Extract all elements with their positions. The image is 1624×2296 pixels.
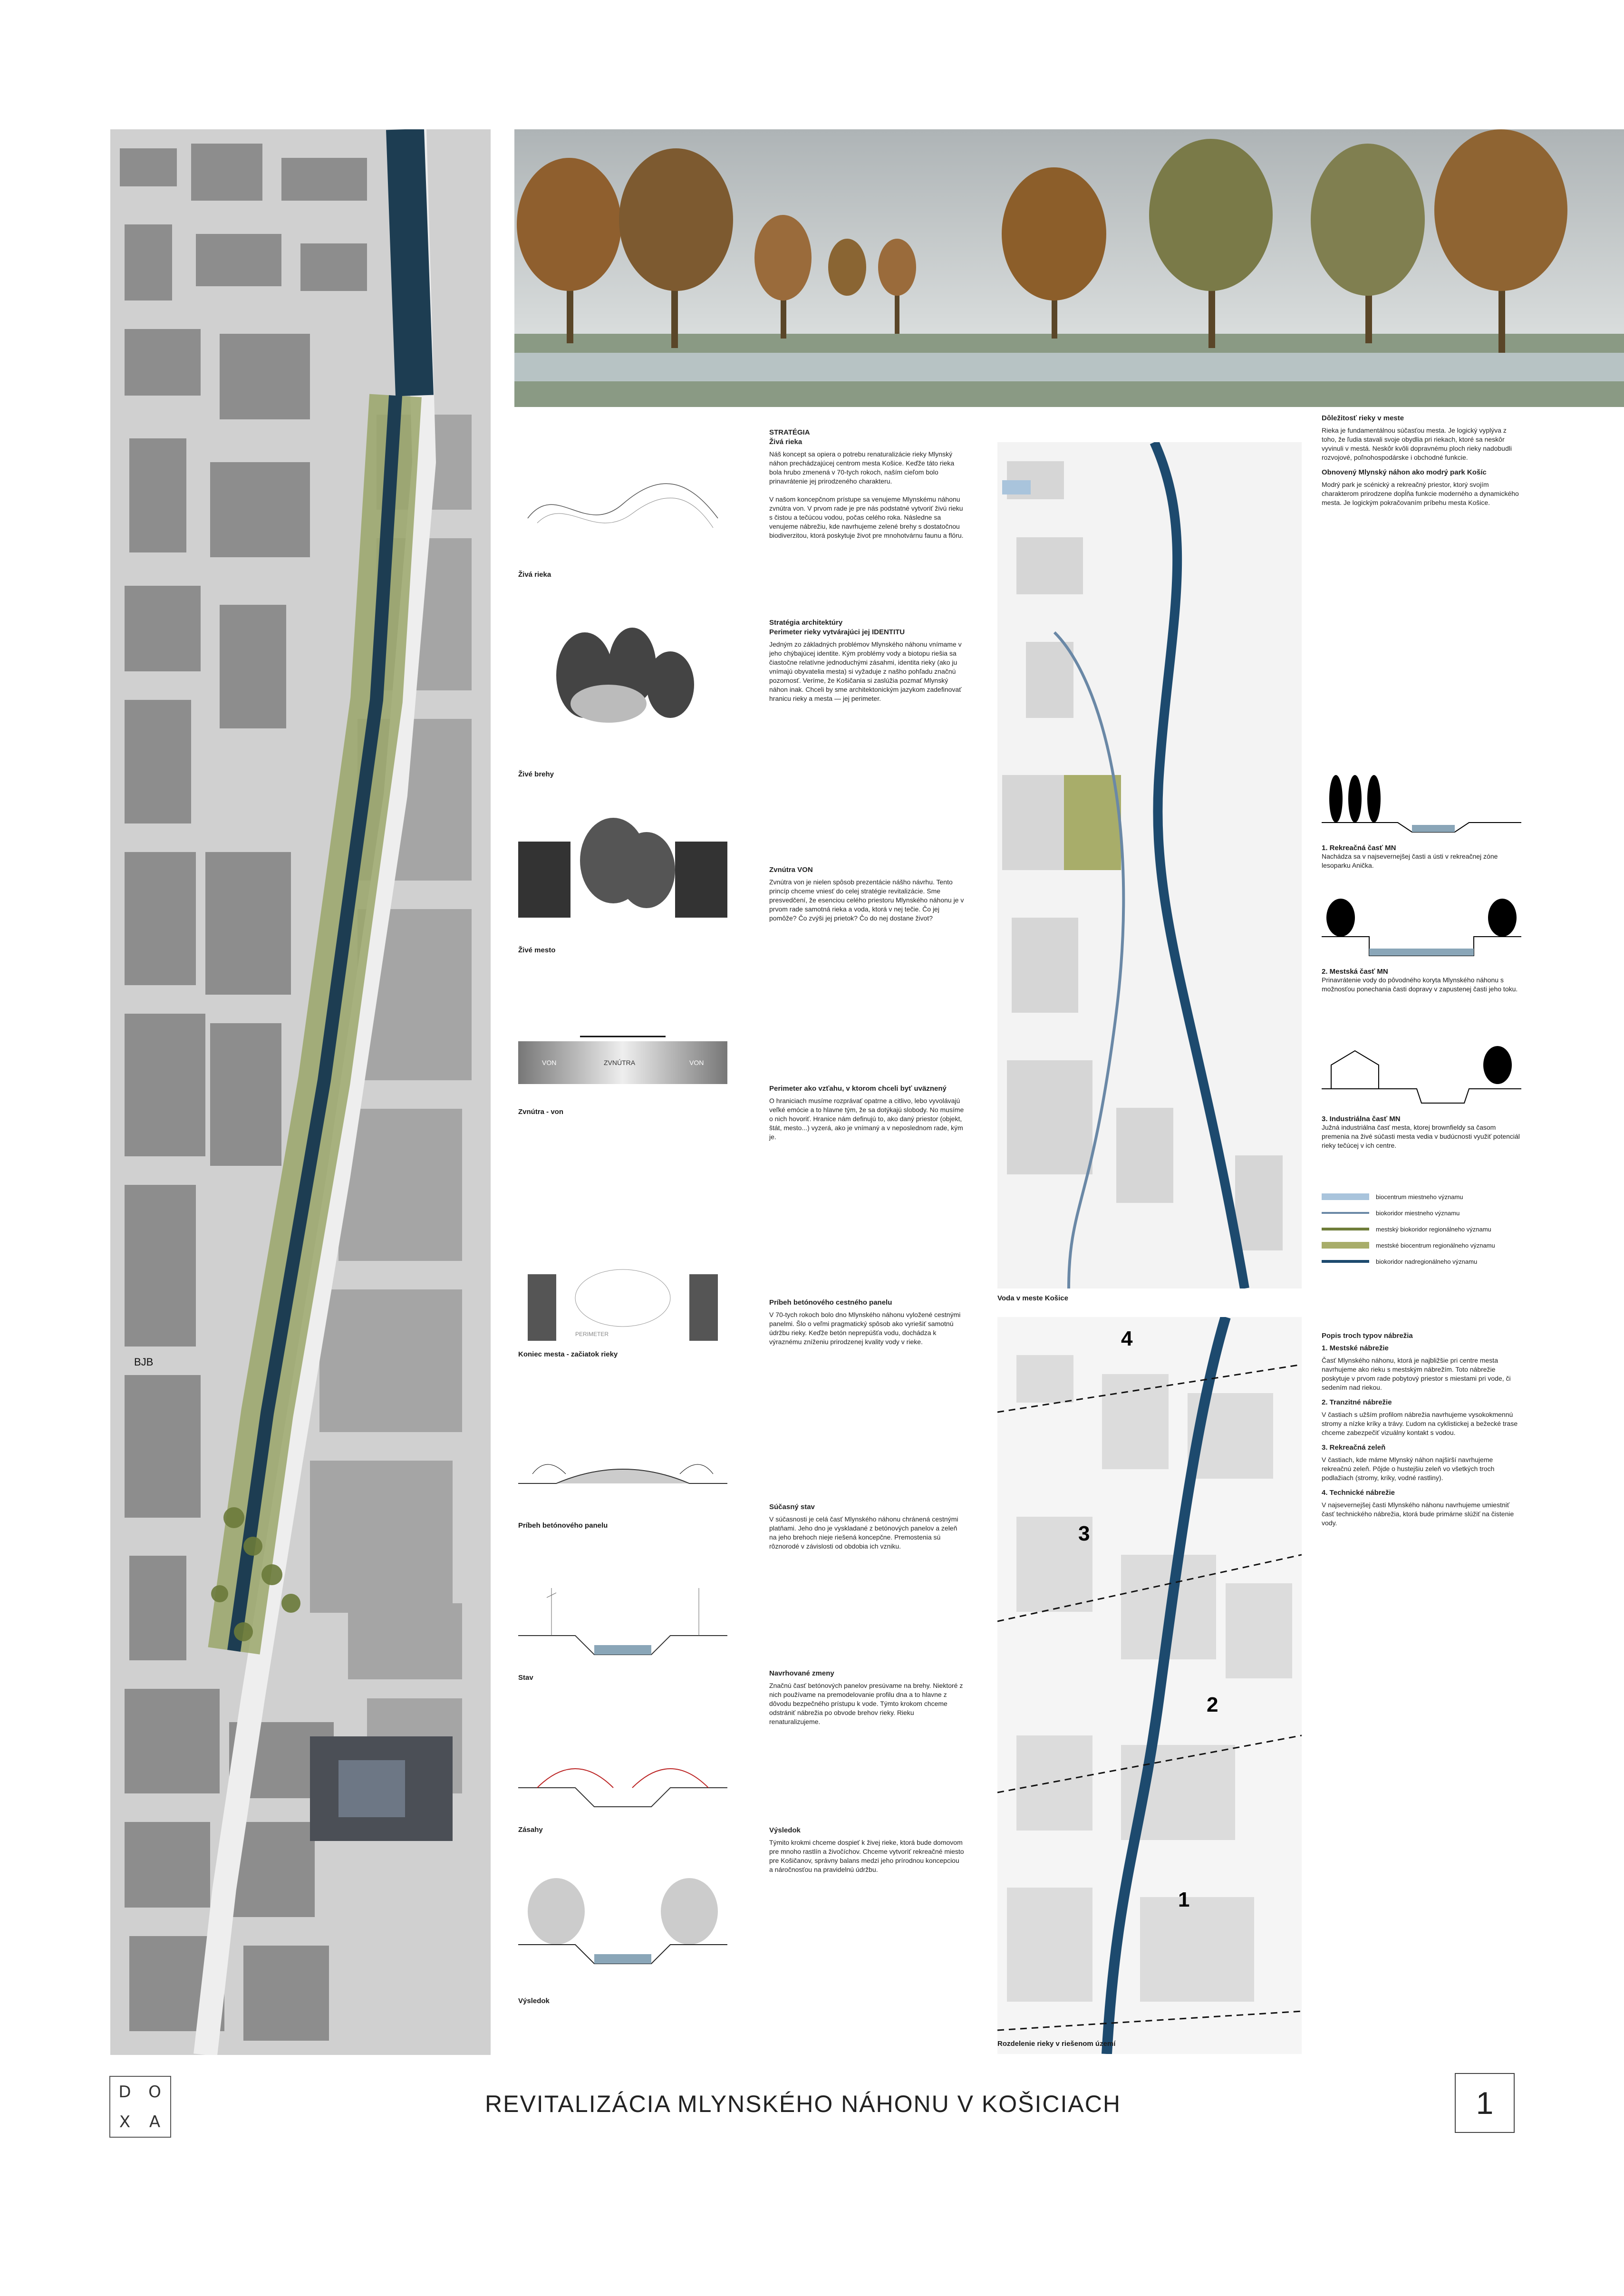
bjb-label: BJB <box>134 1356 154 1368</box>
map-caption-bottom: Rozdelenie rieky v riešenom území <box>997 2040 1116 2048</box>
legend-label: biokoridor miestneho významu <box>1376 1209 1460 1217</box>
illustration-zive-brehy <box>518 623 727 746</box>
strategy-row <box>518 808 965 1008</box>
embankment-types-text <box>1322 1331 1521 1533</box>
logo-letter: O <box>148 2082 162 2102</box>
illustration-zvnutra-von <box>518 1027 727 1094</box>
strategy-paragraph: Zvnútra von je nielen spôsob prezentácie nášho návrhu. Tento princíp chceme vniesť do celej stratégie revitalizácie. Sme presvedčení, že esenciou celého priestoru Mlynského náhonu je v prvom rade samotná rieka a voda, ktorá v nej tečie. Čo jej pomôže? Čo zvýši jej prietok? Čo do nej dostane život? <box>769 878 964 922</box>
logo-letter: X <box>119 2112 132 2131</box>
illustration-vysledok <box>518 1873 727 1978</box>
strategy-heading: Zvnútra VON <box>769 866 813 874</box>
illus-caption: Stav <box>518 1674 533 1682</box>
legend-swatch <box>1322 1242 1369 1249</box>
strategy-paragraph: Náš koncept sa opiera o potrebu renaturalizácie rieky Mlynský náhon prechádzajúcej centrom mesta Košice. Keďže táto rieka bola hrubo zmenená v 70-tych rokoch, naším cieľom bolo prinavrátenie jej prirodzeného charakteru. V našom koncepčnom prístupe sa venujeme Mlynskému náhonu zvnútra von. V prvom rade je pre nás podstatné vytvoriť živú rieku s čistou a tečúcou vodou, počas celého roka. Následne sa venujeme nábrežiu, kde navrhujeme zelené brehy s dostatočnou biodiverzitou, ktorá poskytuje život pre mnohotvárnu faunu a flóru. <box>769 450 964 539</box>
section-industrial <box>1322 1041 1521 1150</box>
illus-caption: Koniec mesta - začiatok rieky <box>518 1350 618 1358</box>
legend-item <box>1322 1205 1521 1221</box>
zone-number: 3 <box>1078 1522 1090 1545</box>
zone-number: 2 <box>1207 1693 1218 1716</box>
embankment-item-text: V častiach, kde máme Mlynský náhon najširší navrhujeme rekreačnú zeleň. Pôjde o hustejšiu zeleň vo všetkých troch podlažiach (stromy, kríky, vodné rastliny). <box>1322 1456 1495 1482</box>
strategy-text-block <box>769 618 964 703</box>
legend-label: biokoridor nadregionálneho významu <box>1376 1258 1478 1265</box>
legend-swatch <box>1322 1193 1369 1200</box>
embankment-item-text: V častiach s užším profilom nábrežia navrhujeme vysokokmennú stromy a nízke kríky a trávy. Ľudom na cyklistickej a bežecké trase chceme zabezpečiť vizuálny kontakt s vodou. <box>1322 1411 1518 1436</box>
strategy-paragraph: V 70-tych rokoch bolo dno Mlynského náhonu vyložené cestnými panelmi. Šlo o veľmi pragmatický spôsob ako vyriešiť samotnú údržbu rieky. Keďže betón neprepúšťa vodu, dochádza k výraznému zníženiu prirodzenej kvality vody v rieke. <box>769 1311 961 1346</box>
section-title: 1. Rekreačná časť MN <box>1322 844 1396 852</box>
logo-letter: A <box>149 2112 162 2131</box>
strategy-column <box>518 428 965 2054</box>
section-text: Južná industriálna časť mesta, ktorej brownfieldy sa časom premenia na živé súčasti mesta vedia v budúcnosti využiť potenciál rieky tečúcej v ich centre. <box>1322 1124 1520 1149</box>
strategy-row <box>518 1712 965 1873</box>
legend-label: mestský biokoridor regionálneho významu <box>1376 1225 1491 1233</box>
strategy-row <box>518 1208 965 1398</box>
section-recreational <box>1322 770 1521 870</box>
strategy-text-block <box>769 428 964 540</box>
illus-caption: Príbeh betónového panelu <box>518 1521 608 1530</box>
section-text: Nachádza sa v najsevernejšej časti a ústi v rekreačnej zóne lesoparku Anička. <box>1322 853 1498 869</box>
strategy-paragraph: Značnú časť betónových panelov presúvame na brehy. Niektoré z nich používame na premodelovanie profilu dna a to hlavne z dôvodu bezpečného prístupu k vode. Týmto krokom chceme odstrániť nábrežia po obvode brehov rieky. Rieku renaturalizujeme. <box>769 1682 963 1725</box>
strategy-row <box>518 1407 965 1550</box>
map-caption-top: Voda v meste Košice <box>997 1294 1068 1302</box>
strategy-heading: Perimeter ako vzťahu, v ktorom chceli byť uväznený <box>769 1085 947 1093</box>
strategy-text-block <box>769 1502 964 1551</box>
legend-item <box>1322 1221 1521 1237</box>
importance-heading: Dôležitosť rieky v meste <box>1322 414 1404 422</box>
strategy-paragraph: Týmito krokmi chceme dospieť k živej rieke, ktorá bude domovom pre mnoho rastlín a živočíchov. Chceme vytvoriť rekreačné miesto pre Košičanov, správny balans medzi jeho prírodnou koncepciou a náročnosťou na pravidelnú údržbu. <box>769 1839 964 1873</box>
strategy-row <box>518 618 965 799</box>
strategy-heading: Výsledok <box>769 1826 801 1834</box>
section-title: 2. Mestská časť MN <box>1322 968 1388 976</box>
embankment-item-title: 1. Mestské nábrežie <box>1322 1344 1389 1352</box>
river-importance-text <box>1322 414 1521 513</box>
strategy-row <box>518 1864 965 2006</box>
illustration-koniec-mesta <box>518 1246 727 1341</box>
strategy-row <box>518 1560 965 1725</box>
logo-letter: D <box>118 2082 132 2102</box>
embankment-item-title: 3. Rekreačná zeleň <box>1322 1443 1386 1452</box>
blue-park-heading: Obnovený Mlynský náhon ako modrý park Košíc <box>1322 468 1487 476</box>
illustration-zive-mesto <box>518 813 727 918</box>
strategy-text-block <box>769 865 964 923</box>
importance-paragraph: Rieka je fundamentálnou súčasťou mesta. Je logický vyplýva z toho, že ľudia stavali svoje obydlia pri riekach, ktoré sa neskôr vyvinuli v mestá. Neskôr kvôli dopravnému ploch rieky nadobudli rozvojové, poľnohospodárske i obchodné funkcie. <box>1322 426 1512 461</box>
strategy-heading: Navrhované zmeny <box>769 1669 834 1677</box>
project-title: REVITALIZÁCIA MLYNSKÉHO NÁHONU V KOŠICIACH <box>485 2091 1121 2117</box>
hero-image <box>514 129 1624 407</box>
hero-render <box>514 129 1624 407</box>
legend-swatch <box>1322 1228 1369 1230</box>
map-water-in-city <box>997 442 1302 1288</box>
illustration-zasahy <box>518 1731 727 1816</box>
zone-number: 4 <box>1121 1327 1133 1350</box>
strategy-row <box>518 1027 965 1198</box>
embankment-item-text: Časť Mlynského náhonu, ktorá je najbližšie pri centre mesta navrhujeme ako rieku s mestským nábrežím. Toto nábrežie poskytuje v prvom rade pobytový priestor s miestami pri vode, či sedením nad riekou. <box>1322 1356 1511 1391</box>
strategy-row <box>518 428 965 609</box>
illus-caption: Zvnútra - von <box>518 1108 564 1116</box>
illus-caption: Živé mesto <box>518 946 556 954</box>
map-legend <box>1322 1189 1521 1269</box>
strategy-paragraph: Jedným zo základných problémov Mlynského náhonu vnímame v jeho chýbajúcej identite. Kým problémy vody a biotopu riešia sa čiastočne relatívne jednoduchými zásahmi, identita rieky (ako ju vnímajú obyvatelia mesta) si vyžaduje z našho pohľadu značnú pozornosť. Veríme, že Košičania si zaslúžia pozmať Mlynský náhon inak. Chceli by sme architektonickým jazykom zadefinovať hranicu rieky a mesta — jej perimeter. <box>769 640 962 702</box>
embankment-item-title: 4. Technické nábrežie <box>1322 1489 1395 1497</box>
strategy-paragraph: O hraniciach musíme rozprávať opatrne a citlivo, lebo vyvolávajú veľké emócie a to hlavne tým, že sa dotýkajú slobody. No musíme o nich hovoriť. Hranice nám definujú to, ako daný priestor (objekt, štát, mesto...) vyzerá, ako je vnímaný a v neposlednom rade, kým je. <box>769 1097 964 1141</box>
illus-caption: Živé brehy <box>518 770 554 778</box>
legend-label: mestské biocentrum regionálneho významu <box>1376 1241 1495 1249</box>
section-text: Prinavrátenie vody do pôvodného koryta Mlynského náhonu s možnosťou ponechania časti dopravy v zapustenej časti jeho toku. <box>1322 976 1518 993</box>
strategy-heading: Príbeh betónového cestného panelu <box>769 1298 892 1307</box>
embankment-item-title: 2. Tranzitné nábrežie <box>1322 1398 1392 1406</box>
illustration-zive-rieka <box>518 461 727 556</box>
legend-swatch <box>1322 1260 1369 1263</box>
label-von-right: VON <box>689 1059 704 1066</box>
illus-caption: Výsledok <box>518 1997 550 2005</box>
section-urban <box>1322 894 1521 994</box>
blue-park-paragraph: Modrý park je scénický a rekreačný priestor, ktorý svojím charakterom prirodzene dopĺňa funkcie moderného a dynamického mesta. Je logickým pokračovaním príbehu mesta Košice. <box>1322 481 1519 506</box>
strategy-text-block <box>769 1298 964 1347</box>
strategy-heading: STRATÉGIA Živá rieka <box>769 428 810 446</box>
strategy-text-block <box>769 1084 964 1142</box>
legend-item <box>1322 1237 1521 1253</box>
masterplan <box>110 129 491 2055</box>
legend-swatch <box>1322 1212 1369 1214</box>
section-title: 3. Industriálna časť MN <box>1322 1115 1401 1123</box>
illustration-betonovy-panel <box>518 1445 727 1502</box>
page-number: 1 <box>1455 2073 1515 2133</box>
legend-label: biocentrum miestneho významu <box>1376 1193 1463 1201</box>
strategy-paragraph: V súčasnosti je celá časť Mlynského náhonu chránená cestnými platňami. Jeho dno je vyskladané z betónových panelov a zeleň na jeho brehoch nieje riešená koncepčne. Premostenia sú rôznorodé v závislosti od obdobia ich vzniku. <box>769 1515 958 1550</box>
map-river-division <box>997 1317 1302 2054</box>
illus-caption: Zásahy <box>518 1826 543 1834</box>
strategy-heading: Stratégia architektúry Perimeter rieky vytvárajúci jej IDENTITU <box>769 619 905 636</box>
label-zvnutra: ZVNÚTRA <box>604 1059 636 1066</box>
illustration-stav <box>518 1579 727 1664</box>
embankment-item-text: V najsevernejšej časti Mlynského náhonu navrhujeme umiestniť časť technického nábrežia, ktorá bude primárne slúžiť na čistenie vody. <box>1322 1501 1514 1527</box>
label-von-left: VON <box>542 1059 557 1066</box>
strategy-heading: Súčasný stav <box>769 1503 815 1511</box>
legend-item <box>1322 1253 1521 1269</box>
doxa-logo <box>109 2076 171 2138</box>
label-perimeter: PERIMETER <box>575 1331 609 1337</box>
illus-caption: Živá rieka <box>518 571 551 579</box>
embankment-heading: Popis troch typov nábrežia <box>1322 1332 1413 1340</box>
zone-number: 1 <box>1178 1888 1190 1911</box>
legend-item <box>1322 1189 1521 1205</box>
masterplan-drawing <box>110 129 491 2055</box>
